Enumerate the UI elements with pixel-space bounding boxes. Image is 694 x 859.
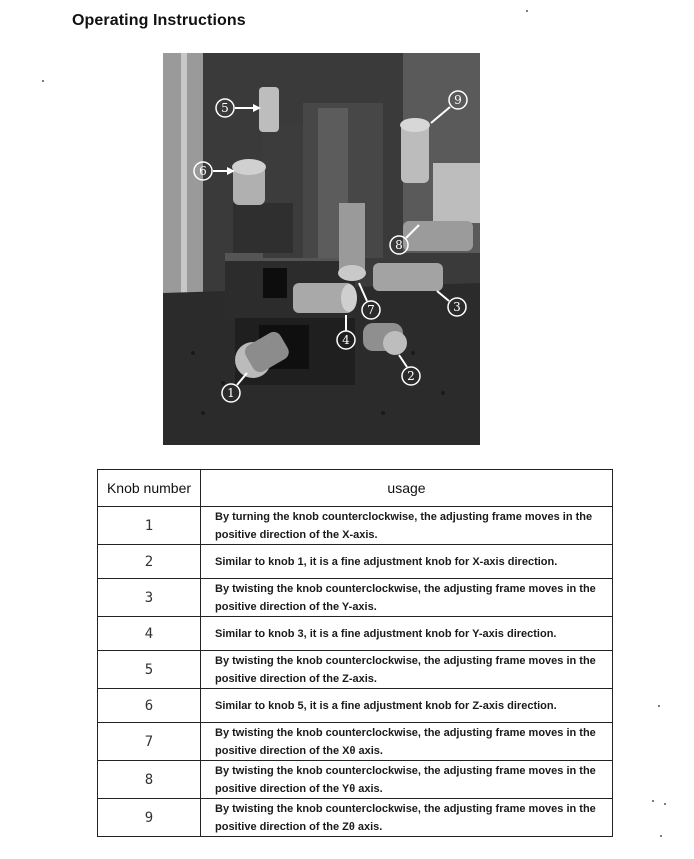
table-row bbox=[98, 689, 613, 723]
table-row bbox=[98, 579, 613, 617]
svg-text:4: 4 bbox=[342, 333, 350, 347]
usage-cell: By twisting the knob counterclockwise, the adjusting frame moves in the positive direction of the Yθ axis. bbox=[201, 761, 613, 799]
knob-number-cell: 3 bbox=[98, 579, 201, 617]
scan-speck bbox=[658, 705, 660, 707]
table-header-row bbox=[98, 470, 613, 507]
scan-speck bbox=[42, 80, 44, 82]
table-row bbox=[98, 507, 613, 545]
usage-cell: By twisting the knob counterclockwise, the adjusting frame moves in the positive direction of the Zθ axis. bbox=[201, 799, 613, 837]
knob-number-cell: 6 bbox=[98, 689, 201, 723]
table-row bbox=[98, 617, 613, 651]
usage-cell: Similar to knob 3, it is a fine adjustment knob for Y-axis direction. bbox=[201, 617, 613, 651]
svg-text:3: 3 bbox=[453, 300, 461, 314]
stage-photo bbox=[163, 53, 480, 445]
svg-text:2: 2 bbox=[407, 369, 415, 383]
svg-text:9: 9 bbox=[454, 93, 462, 107]
knob-number-cell: 1 bbox=[98, 507, 201, 545]
svg-text:7: 7 bbox=[367, 303, 375, 317]
knob-number-cell: 2 bbox=[98, 545, 201, 579]
usage-cell: By twisting the knob counterclockwise, the adjusting frame moves in the positive direction of the Z-axis. bbox=[201, 651, 613, 689]
usage-cell: By twisting the knob counterclockwise, the adjusting frame moves in the positive direction of the Xθ axis. bbox=[201, 723, 613, 761]
knob-number-cell: 9 bbox=[98, 799, 201, 837]
svg-text:1: 1 bbox=[227, 386, 235, 400]
stage-photo-drawing bbox=[163, 53, 480, 445]
page-title: Operating Instructions bbox=[72, 12, 246, 29]
scan-speck bbox=[526, 10, 528, 12]
svg-text:5: 5 bbox=[221, 101, 229, 115]
table-row bbox=[98, 723, 613, 761]
table-row bbox=[98, 651, 613, 689]
table-row bbox=[98, 545, 613, 579]
scan-speck bbox=[660, 835, 662, 837]
table-row bbox=[98, 761, 613, 799]
usage-cell: Similar to knob 1, it is a fine adjustment knob for X-axis direction. bbox=[201, 545, 613, 579]
knob-usage-table bbox=[97, 469, 613, 837]
header-knob-number: Knob number bbox=[98, 470, 201, 507]
knob-number-cell: 7 bbox=[98, 723, 201, 761]
knob-number-cell: 8 bbox=[98, 761, 201, 799]
scan-speck bbox=[664, 803, 666, 805]
svg-text:8: 8 bbox=[395, 238, 403, 252]
svg-text:6: 6 bbox=[199, 164, 207, 178]
usage-cell: By turning the knob counterclockwise, the adjusting frame moves in the positive direction of the X-axis. bbox=[201, 507, 613, 545]
scan-speck bbox=[652, 800, 654, 802]
usage-cell: By twisting the knob counterclockwise, the adjusting frame moves in the positive direction of the Y-axis. bbox=[201, 579, 613, 617]
knob-number-cell: 4 bbox=[98, 617, 201, 651]
table-row bbox=[98, 799, 613, 837]
knob-number-cell: 5 bbox=[98, 651, 201, 689]
header-usage: usage bbox=[201, 470, 613, 507]
usage-cell: Similar to knob 5, it is a fine adjustment knob for Z-axis direction. bbox=[201, 689, 613, 723]
